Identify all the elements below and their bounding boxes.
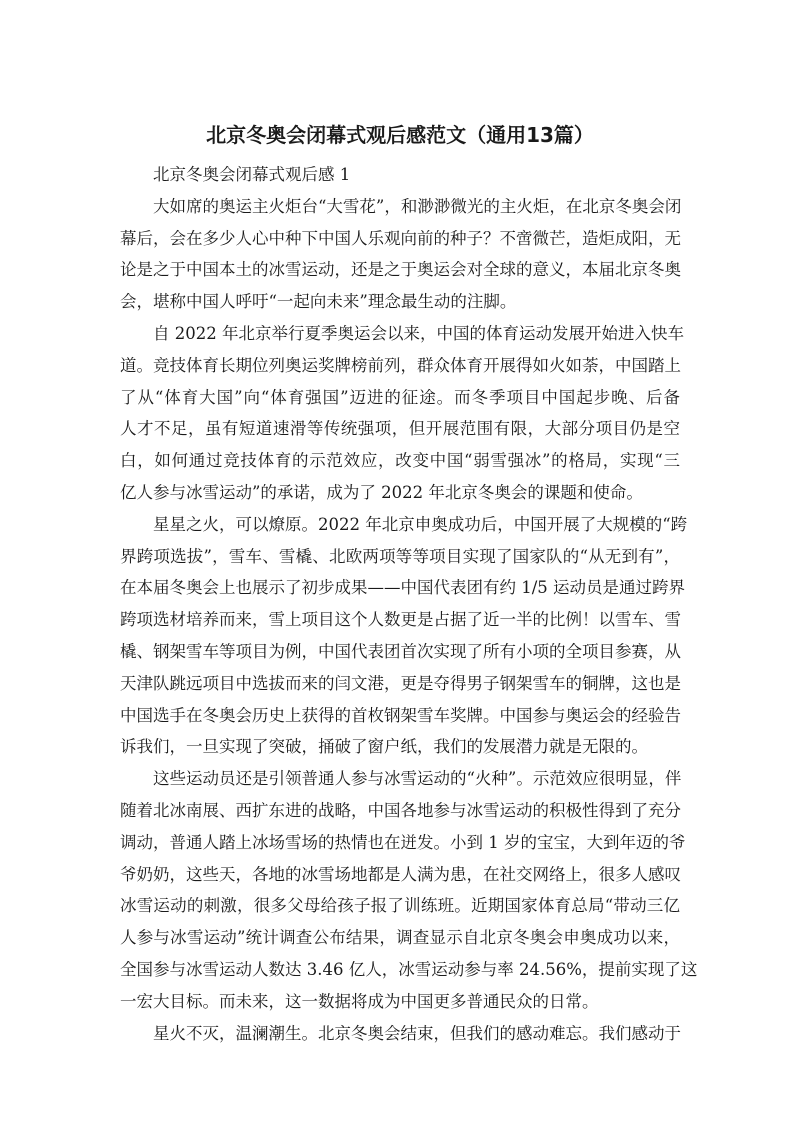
paragraph-line: 人才不足，虽有短道速滑等传统强项，但开展范围有限，大部分项目仍是空 (120, 419, 680, 439)
paragraph-line: 大如席的奥运主火炬台“大雪花”，和渺渺微光的主火炬，在北京冬奥会闭 (153, 196, 682, 216)
document-title: 北京冬奥会闭幕式观后感范文（通用13篇） (206, 123, 594, 147)
paragraph-line: 一宏大目标。而未来，这一数据将成为中国更多普通民众的日常。 (120, 991, 599, 1011)
paragraph-line: 调动，普通人踏上冰场雪场的热情也在迸发。小到 1 岁的宝宝，大到年迈的爷 (120, 832, 686, 852)
paragraph-line: 白，如何通过竞技体育的示范效应，改变中国“弱雪强冰”的格局，实现“三 (120, 451, 680, 471)
paragraph (120, 763, 698, 1017)
paragraph-line: 随着北冰南展、西扩东进的战略，中国各地参与冰雪运动的积极性得到了充分 (120, 800, 681, 820)
paragraph (120, 1018, 680, 1050)
paragraph-line: 道。竞技体育长期位列奥运奖牌榜前列，群众体育开展得如火如荼，中国踏上 (120, 355, 681, 375)
paragraph-line: 人参与冰雪运动”统计调查公布结果，调查显示自北京冬奥会申奥成功以来， (120, 928, 680, 948)
paragraph-line: 了从“体育大国”向“体育强国”迈进的征途。而冬季项目中国起步晚、后备 (120, 387, 680, 407)
paragraph-line: 星火不灭，温澜潮生。北京冬奥会结束，但我们的感动难忘。我们感动于 (153, 1023, 681, 1043)
paragraph-line: 幕后，会在多少人心中种下中国人乐观向前的种子？不啻微芒，造炬成阳，无 (120, 228, 681, 248)
paragraph-line: 天津队跳远项目中选拔而来的闫文港，更是夺得男子钢架雪车的铜牌，这也是 (120, 673, 681, 693)
paragraph-line: 这些运动员还是引领普通人参与冰雪运动的“火种”。示范效应很明显，伴 (153, 769, 682, 789)
paragraph-line: 自 2022 年北京举行夏季奥运会以来，中国的体育运动发展开始进入快车 (153, 323, 684, 343)
paragraph-line: 爷奶奶，这些天，各地的冰雪场地都是人满为患，在社交网络上，很多人感叹 (120, 864, 681, 884)
paragraph-line: 诉我们，一旦实现了突破，捅破了窗户纸，我们的发展潜力就是无限的。 (120, 737, 648, 757)
paragraph (120, 191, 680, 318)
paragraph-line: 中国选手在冬奥会历史上获得的首枚钢架雪车奖牌。中国参与奥运会的经验告 (120, 705, 681, 725)
paragraph-line: 会，堪称中国人呼吁“一起向未来”理念最生动的注脚。 (120, 292, 517, 312)
paragraph-line: 跨项选材培养而来，雪上项目这个人数更是占据了近一半的比例！以雪车、雪 (120, 610, 681, 630)
paragraph-list (120, 191, 698, 1050)
paragraph-line: 全国参与冰雪运动人数达 3.46 亿人，冰雪运动参与率 24.56%，提前实现了这 (120, 959, 698, 979)
paragraph-line: 冰雪运动的刺激，很多父母给孩子报了训练班。近期国家体育总局“带动三亿 (120, 896, 680, 916)
paragraph-line: 在本届冬奥会上也展示了初步成果——中国代表团有约 1/5 运动员是通过跨界 (120, 578, 686, 598)
paragraph (120, 509, 688, 763)
document-body (120, 159, 698, 1049)
paragraph-line: 界跨项选拔”，雪车、雪橇、北欧两项等等项目实现了国家队的“从无到有”， (120, 546, 680, 566)
section-heading: 北京冬奥会闭幕式观后感 1 (153, 165, 351, 184)
paragraph-line: 亿人参与冰雪运动”的承诺，成为了 2022 年北京冬奥会的课题和使命。 (120, 482, 643, 502)
paragraph-line: 橇、钢架雪车等项目为例，中国代表团首次实现了所有小项的全项目参赛，从 (120, 641, 681, 661)
paragraph-line: 星星之火，可以燎原。2022 年北京申奥成功后，中国开展了大规模的“跨 (153, 514, 688, 534)
paragraph (120, 318, 684, 509)
paragraph-line: 论是之于中国本土的冰雪运动，还是之于奥运会对全球的意义，本届北京冬奥 (120, 260, 681, 280)
